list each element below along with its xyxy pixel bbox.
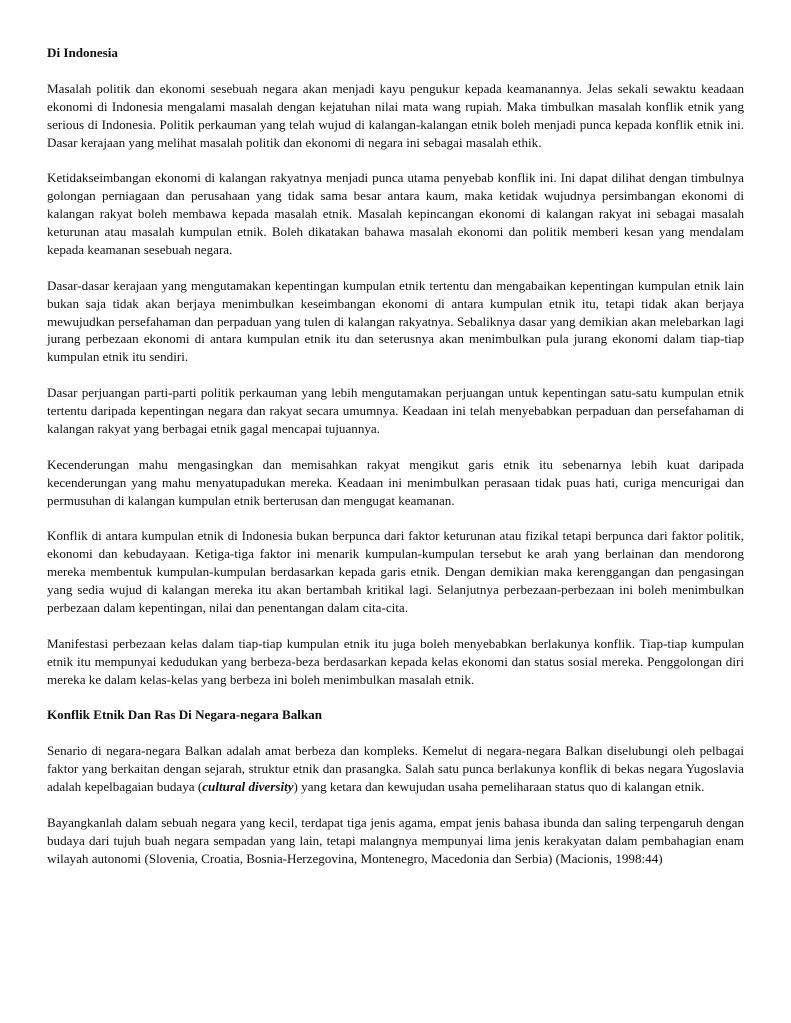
paragraph-balkan-intro xyxy=(47,742,744,796)
emphasis-term: cultural diversity xyxy=(202,779,294,795)
paragraph: Konflik di antara kumpulan etnik di Indonesia bukan berpunca dari faktor keturunan atau fizikal tetapi berpunca dari faktor politik, ekonomi dan kebudayaan. Ketiga-tiga faktor ini menarik kumpulan-kumpulan tersebut ke arah yang berlainan dan mendorong mereka membentuk kumpulan-kumpulan berdasarkan kepada garis etnik. Dengan demikian maka kerenggangan dan pengasingan yang sedia wujud di kalangan mereka itu akan bertambah kritikal lagi. Selanjutnya perbezaan-perbezaan ini boleh menimbulkan perbezaan dalam kepentingan, nilai dan penentangan dalam cita-cita. xyxy=(47,528,744,615)
paragraph: Bayangkanlah dalam sebuah negara yang kecil, terdapat tiga jenis agama, empat jenis bahasa ibunda dan saling terpengaruh dengan budaya dari tujuh buah negara sempadan yang lain, tetapi malangnya mempunyai lima jenis kerakyatan dalam pembahagian enam wilayah autonomi (Slovenia, Croatia, Bosnia-Herzegovina, Montenegro, Macedonia dan Serbia) (Macionis, 1998:44) xyxy=(47,814,744,866)
document-page xyxy=(47,44,744,885)
paragraph: Masalah politik dan ekonomi sesebuah negara akan menjadi kayu pengukur kepada keamanannya. Jelas sekali sewaktu keadaan ekonomi di Indonesia mengalami masalah dengan kejatuhan nilai mata wang rupiah. Maka timbulkan masalah konflik etnik yang serious di Indonesia. Politik perkauman yang telah wujud di kalangan-kalangan etnik boleh menjadi punca kepada konflik etnik ini. Dasar kerajaan yang melihat masalah politik dan ekonomi di negara ini sebagai masalah ethik. xyxy=(47,80,744,150)
paragraph: Manifestasi perbezaan kelas dalam tiap-tiap kumpulan etnik itu juga boleh menyebabkan berlakunya konflik. Tiap-tiap kumpulan etnik itu mempunyai kedudukan yang berbeza-beza berdasarkan kepada kelas ekonomi dan status sosial mereka. Penggolongan diri mereka ke dalam kelas-kelas yang berbeza ini boleh menimbulkan masalah etnik. xyxy=(47,635,744,687)
paragraph: Ketidakseimbangan ekonomi di kalangan rakyatnya menjadi punca utama penyebab konflik ini. Ini dapat dilihat dengan timbulnya golongan perniagaan dan perusahaan yang tidak sama besar antara kaum, maka ketidak wujudnya persimbangan ekonomi di kalangan rakyat boleh membawa kepada masalah etnik. Masalah kepincangan ekonomi di kalangan rakyat ini sebagai masalah keturunan atau masalah kumpulan etnik. Boleh dikatakan bahawa masalah ekonomi dan politik memberi kesan yang mendalam kepada keamanan sesebuah negara. xyxy=(47,170,744,257)
paragraph: Dasar perjuangan parti-parti politik perkauman yang lebih mengutamakan perjuangan untuk kepentingan satu-satu kumpulan etnik tertentu daripada kepentingan negara dan rakyat secara umumnya. Keadaan ini telah menyebabkan perpaduan dan persefahaman di kalangan rakyat yang berbagai etnik gagal mencapai tujuannya. xyxy=(47,385,744,436)
paragraph-text: ) yang ketara dan kewujudan usaha pemeliharaan status quo di kalangan etnik. xyxy=(293,779,705,795)
paragraph: Kecenderungan mahu mengasingkan dan memisahkan rakyat mengikut garis etnik itu sebenarnya lebih kuat daripada kecenderungan yang mahu menyatupadukan mereka. Keadaan ini menimbulkan perasaan tidak puas hati, curiga mencurigai dan permusuhan di kalangan kumpulan etnik berterusan dan mengugat keamanan. xyxy=(47,456,744,508)
paragraph: Dasar-dasar kerajaan yang mengutamakan kepentingan kumpulan etnik tertentu dan mengabaikan kepentingan kumpulan etnik lain bukan saja tidak akan berjaya menimbulkan keseimbangan ekonomi di antara kumpulan etnik itu, tetapi tidak akan berjaya mewujudkan persefahaman dan perpaduan yang tulen di kalangan rakyatnya. Sebaliknya dasar yang demikian akan melebarkan lagi jurang perbezaan ekonomi di antara kumpulan etnik itu dan seterusnya akan menimbulkan pula jurang ekonomi dalam tiap-tiap kumpulan etnik itu sendiri. xyxy=(47,277,744,365)
section-heading-balkan: Konflik Etnik Dan Ras Di Negara-negara Balkan xyxy=(47,707,323,723)
paragraph-text: Senario di negara-negara Balkan adalah amat berbeza dan kompleks. Kemelut di negara-negara Balkan diselubungi oleh pelbagai faktor yang berkaitan dengan sejarah, struktur etnik dan prasangka. Salah satu punca berlakunya konflik di bekas negara Yugoslavia adalah kepelbagaian budaya ( xyxy=(47,743,744,795)
section-heading-indonesia: Di Indonesia xyxy=(47,45,118,60)
